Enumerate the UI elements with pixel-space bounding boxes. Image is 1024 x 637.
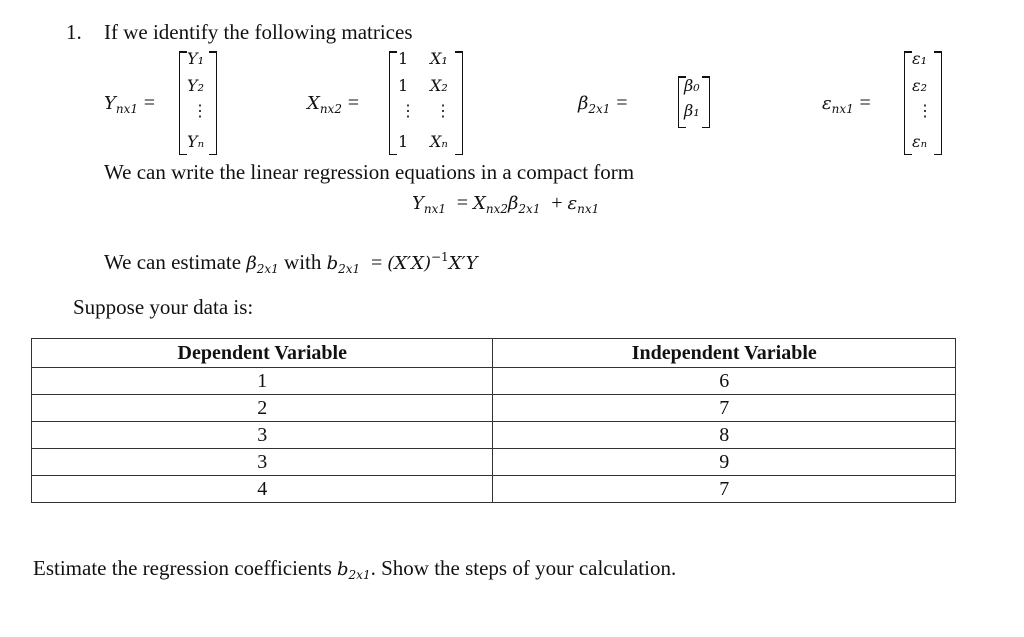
cell-independent: 7 xyxy=(493,476,956,503)
table-row xyxy=(32,395,956,422)
header-dependent: Dependent Variable xyxy=(32,339,493,368)
cell-independent: 9 xyxy=(493,449,956,476)
eps-matrix-label: $\varepsilon_{nx1}$ = xyxy=(822,92,871,116)
table-row xyxy=(32,476,956,503)
cell-independent: 8 xyxy=(493,422,956,449)
y-matrix-label: $Y_{nx1}$ = xyxy=(104,92,156,116)
table-header-row xyxy=(32,339,956,368)
final-instruction: Estimate the regression coefficients $b_{2x1}$. Show the steps of your calculation. xyxy=(33,556,677,582)
estimator-line: We can estimate $\beta_{2x1}$ with $b_{2x1} = (X'X)^{-1}X'Y$ xyxy=(104,250,478,276)
cell-independent: 7 xyxy=(493,395,956,422)
x-matrix: 1 1 ⋮ 1 X₁ X₂ ⋮ Xₙ xyxy=(389,51,463,155)
cell-dependent: 3 xyxy=(32,422,493,449)
table-row xyxy=(32,449,956,476)
beta-matrix-label: $\beta_{2x1}$ = xyxy=(578,92,628,116)
question-intro: If we identify the following matrices xyxy=(104,20,413,44)
cell-independent: 6 xyxy=(493,368,956,395)
x-matrix-label: $X_{nx2}$ = xyxy=(307,92,359,116)
table-row xyxy=(32,422,956,449)
eps-matrix: ε₁ ε₂ ⋮ εₙ xyxy=(904,51,942,155)
cell-dependent: 1 xyxy=(32,368,493,395)
beta-matrix: β₀ β₁ xyxy=(678,76,710,128)
cell-dependent: 2 xyxy=(32,395,493,422)
regression-equation: $Y_{nx1} = X_{nx2}\beta_{2x1} + \varepsilon_{nx1}$ xyxy=(412,192,600,216)
cell-dependent: 3 xyxy=(32,449,493,476)
question-number: 1. xyxy=(66,20,82,44)
header-independent: Independent Variable xyxy=(493,339,956,368)
y-matrix: Y₁ Y₂ ⋮ Yₙ xyxy=(179,51,217,155)
suppose-text: Suppose your data is: xyxy=(73,295,254,319)
data-table xyxy=(31,338,956,503)
compact-form-text: We can write the linear regression equations in a compact form xyxy=(104,160,635,184)
table-row xyxy=(32,368,956,395)
cell-dependent: 4 xyxy=(32,476,493,503)
